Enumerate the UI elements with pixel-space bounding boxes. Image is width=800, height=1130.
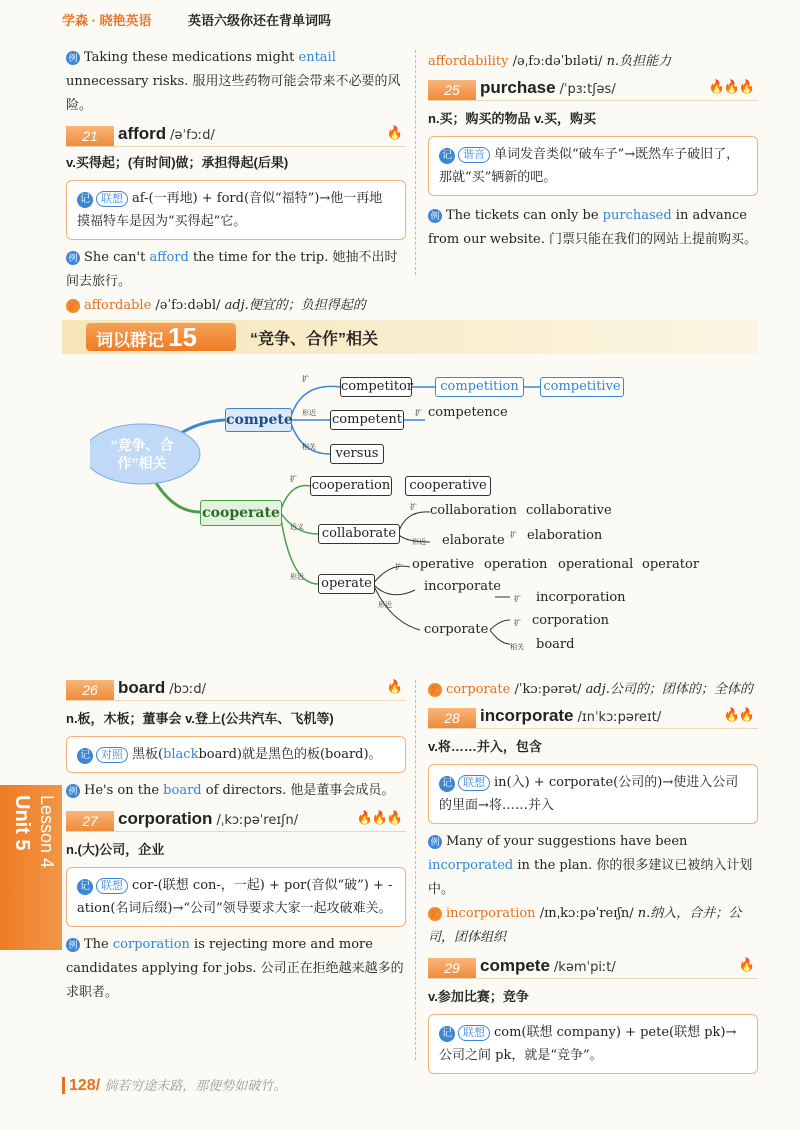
relation-label: 扩: [514, 619, 521, 627]
relation-label: 形近: [302, 409, 316, 417]
mm-node: board: [536, 637, 575, 652]
example-icon: 例: [428, 209, 442, 223]
relation-label: 扩: [415, 409, 422, 417]
group-title: “竞争、合作”相关: [250, 331, 379, 348]
relation-label: 相关: [510, 643, 524, 651]
header-title: 英语六级你还在背单词吗: [188, 13, 332, 28]
mm-node: incorporate: [424, 579, 501, 594]
left-top-column: [66, 46, 406, 318]
memory-box: 记 谐音 单词发音类似“破车子”→既然车子破旧了，那就“买”辆新的吧。: [428, 136, 758, 196]
word-header-afford: [66, 124, 406, 148]
unit-label: Unit 5: [11, 795, 33, 851]
lesson-label: Lesson 4: [37, 795, 57, 869]
word-header-compete: 29 compete /kəmˈpiːt/ 🔥: [428, 956, 758, 980]
mm-node: collaborative: [526, 503, 612, 518]
mm-node: competitive: [540, 377, 624, 397]
mind-map-root-cooperate: cooperate: [200, 500, 282, 526]
frequency-icon: 🔥🔥: [723, 708, 754, 723]
mind-map: [90, 362, 730, 662]
unit-side-tab: [0, 785, 62, 950]
memo-icon: 记: [77, 192, 93, 208]
example-icon: 例: [66, 938, 80, 952]
memory-box: 记 联想 af-(一再地) + ford(音似“福特”)→他一再地摸福特车是因为“买得起”它。: [66, 180, 406, 240]
footer: [62, 1075, 286, 1095]
example-sentence: 例 Taking these medications might entail unnecessary risks. 服用这些药物可能会带来不必要的风险。: [66, 50, 401, 113]
memory-box: 记 联想 in(入) + corporate(公司的)→使进入公司的里面→将……并入: [428, 764, 758, 824]
mm-node: versus: [330, 444, 384, 464]
relation-label: 形近: [378, 601, 392, 609]
column-divider: [415, 50, 416, 275]
word-header-corporation: 27 corporation /ˌkɔːpəˈreɪʃn/ 🔥🔥🔥: [66, 809, 406, 833]
header-brand: 学森 · 晓艳英语: [62, 13, 152, 28]
example-sentence: 例 The tickets can only be purchased in advance from our website. 门票只能在我们的网站上提前购买。: [428, 208, 758, 247]
mm-node: corporate: [424, 622, 489, 637]
right-top-column: [428, 50, 758, 252]
memory-box: 记 联想 cor-(联想 con-，一起) + por(音似“破”) + -ation(名词后缀)→“公司”领导要求大家一起攻破难关。: [66, 867, 406, 927]
relation-label: 扩: [290, 475, 297, 483]
mm-node: collaboration: [430, 503, 517, 518]
example-icon: 例: [66, 784, 80, 798]
example-sentence: 例 The corporation is rejecting more and more candidates applying for jobs. 公司正在拒绝越来越多的求职者。: [66, 937, 404, 1000]
part-of-speech: n.买；购买的物品 v.买，购买: [428, 111, 597, 126]
mm-node: collaborate: [318, 524, 400, 544]
mm-node: elaborate: [442, 533, 505, 548]
page-number: 128/: [62, 1077, 100, 1094]
memory-box: 记 联想 com(联想 company) + pete(联想 pk)→公司之间 pk，就是“竞争”。: [428, 1014, 758, 1074]
mm-node: corporation: [532, 613, 610, 628]
left-bottom-column: [66, 678, 406, 1005]
part-of-speech: v.将……并入，包含: [428, 739, 542, 754]
mm-node: operative: [412, 557, 475, 572]
frequency-icon: 🔥🔥🔥: [708, 80, 754, 95]
frequency-icon: 🔥: [738, 958, 754, 973]
relation-label: 形近: [290, 573, 304, 581]
word-header-board: 26 board /bɔːd/ 🔥: [66, 678, 406, 702]
mm-node: competition: [435, 377, 524, 397]
mind-map-center: “竞争、合作”相关: [110, 437, 174, 471]
example-sentence: 例 She can't afford the time for the trip. 她抽不出时间去旅行。: [66, 250, 398, 289]
relation-label: 扩: [395, 563, 402, 571]
column-divider: [415, 680, 416, 1060]
relation-label: 扩: [510, 531, 517, 539]
extension-word: 扩 affordable /əˈfɔːdəbl/ adj.便宜的；负担得起的: [66, 294, 406, 318]
mm-node: operation: [484, 557, 548, 572]
part-of-speech: n.(大)公司，企业: [66, 842, 165, 857]
example-icon: 例: [428, 835, 442, 849]
frequency-icon: 🔥: [386, 126, 402, 141]
mm-node: operator: [642, 557, 700, 572]
word-number: 21: [66, 126, 114, 146]
memo-icon: 记: [439, 148, 455, 164]
ext-icon: 扩: [428, 683, 442, 697]
extension-word: affordability /əˌfɔːdəˈbɪləti/ n.负担能力: [428, 54, 672, 69]
relation-label: 近义: [290, 523, 304, 531]
headword: afford /əˈfɔːd/: [118, 124, 215, 143]
group-label: 词以群记 15: [86, 323, 236, 351]
part-of-speech: v.买得起；(有时间)做；承担得起(后果): [66, 155, 289, 170]
example-sentence: 例 Many of your suggestions have been incorporated in the plan. 你的很多建议已被纳入计划中。: [428, 834, 753, 897]
example-icon: 例: [66, 51, 80, 65]
mm-node: competent: [330, 410, 404, 430]
memo-icon: 记: [439, 776, 455, 792]
word-header-incorporate: 28 incorporate /ɪnˈkɔːpəreɪt/ 🔥🔥: [428, 706, 758, 730]
mm-node: competitor: [340, 377, 412, 397]
relation-label: 扩: [302, 375, 309, 383]
relation-label: 扩: [514, 595, 521, 603]
part-of-speech: n.板，木板；董事会 v.登上(公共汽车、飞机等): [66, 711, 334, 726]
ext-icon: 扩: [66, 299, 80, 313]
word-header-purchase: 25 purchase /ˈpɜːtʃəs/ 🔥🔥🔥: [428, 78, 758, 102]
mm-node: elaboration: [527, 528, 603, 543]
relation-label: 扩: [410, 503, 417, 511]
memo-icon: 记: [77, 748, 93, 764]
mm-node: cooperation: [310, 476, 392, 496]
mm-node: competence: [428, 405, 508, 420]
example-icon: 例: [66, 251, 80, 265]
mm-node: operational: [558, 557, 634, 572]
memory-box: 记 对照 黑板(blackboard)就是黑色的板(board)。: [66, 736, 406, 773]
extension-word: 扩 incorporation /ɪnˌkɔːpəˈreɪʃn/ n.纳入，合并；公司，团体组织: [428, 906, 742, 945]
footer-motto: 倘若穷途末路，那便势如破竹。: [104, 1079, 287, 1094]
frequency-icon: 🔥🔥🔥: [356, 811, 402, 826]
mm-node: operate: [318, 574, 375, 594]
example-sentence: 例 He's on the board of directors. 他是董事会成员。: [66, 779, 406, 803]
memo-icon: 记: [439, 1026, 455, 1042]
mm-node: incorporation: [536, 590, 626, 605]
extension-word: 扩 corporate /ˈkɔːpərət/ adj.公司的；团体的；全体的: [428, 678, 758, 702]
relation-label: 相关: [302, 443, 316, 451]
mind-map-lines: [90, 362, 730, 662]
group-title-bar: [62, 320, 757, 354]
part-of-speech: v.参加比赛；竞争: [428, 989, 529, 1004]
mind-map-root-compete: compete: [225, 408, 292, 432]
right-bottom-column: [428, 678, 758, 1074]
ext-icon: 扩: [428, 907, 442, 921]
frequency-icon: 🔥: [386, 680, 402, 695]
relation-label: 形近: [412, 538, 426, 546]
memo-icon: 记: [77, 879, 93, 895]
mm-node: cooperative: [405, 476, 491, 496]
